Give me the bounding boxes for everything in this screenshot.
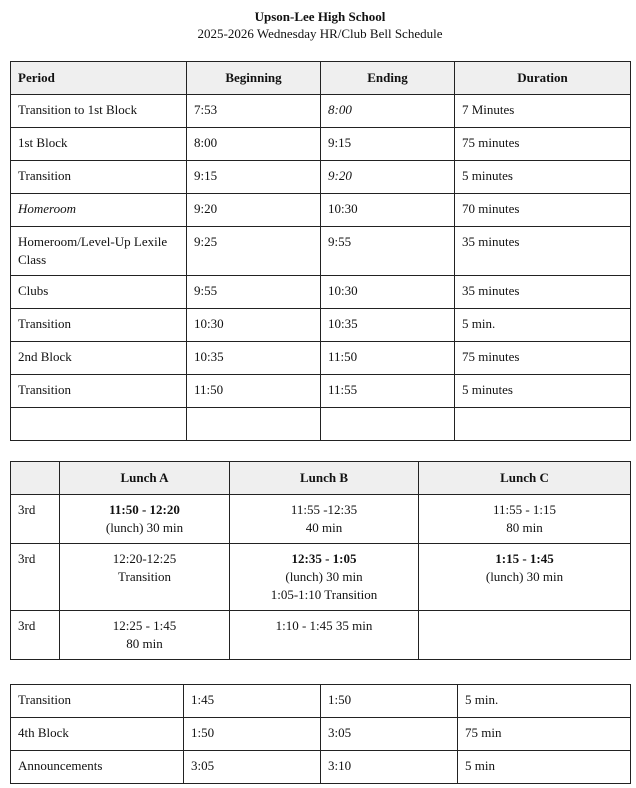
cell-duration: 35 minutes xyxy=(455,227,631,276)
lunch-c-detail: (lunch) 30 min xyxy=(485,569,564,584)
table-row xyxy=(11,309,631,342)
cell-duration: 5 minutes xyxy=(455,161,631,194)
lunch-b-transition: 1:05-1:10 Transition xyxy=(270,587,378,602)
lunch-cell-period: 3rd xyxy=(11,544,60,611)
cell-duration: 75 min xyxy=(458,718,631,751)
cell-ending: 9:55 xyxy=(321,227,455,276)
schedule-subtitle: 2025-2026 Wednesday HR/Club Bell Schedule xyxy=(197,26,443,41)
cell-beginning: 10:30 xyxy=(187,309,321,342)
cell-ending: 11:55 xyxy=(321,375,455,408)
table-row xyxy=(11,128,631,161)
cell-period: Homeroom xyxy=(11,194,187,227)
lunch-cell-a xyxy=(60,611,230,660)
cell-duration: 75 minutes xyxy=(455,128,631,161)
lunch-row xyxy=(11,495,631,544)
col-header-period: Period xyxy=(11,62,187,95)
col-header-duration: Duration xyxy=(455,62,631,95)
table-row xyxy=(11,718,631,751)
lunch-a-detail: Transition xyxy=(118,569,171,584)
table-row xyxy=(11,342,631,375)
cell-beginning: 3:05 xyxy=(184,751,321,784)
cell-period: Transition xyxy=(11,375,187,408)
table-row xyxy=(11,227,631,276)
cell-period: Transition to 1st Block xyxy=(11,95,187,128)
table-row xyxy=(11,194,631,227)
lunch-cell-a xyxy=(60,495,230,544)
end-schedule-table xyxy=(10,684,631,784)
lunch-b-detail: 40 min xyxy=(305,520,343,535)
table-row xyxy=(11,95,631,128)
lunch-cell-period: 3rd xyxy=(11,495,60,544)
main-schedule-table xyxy=(10,61,631,441)
table-row xyxy=(11,375,631,408)
col-header-beginning: Beginning xyxy=(187,62,321,95)
col-header-ending: Ending xyxy=(321,62,455,95)
lunch-c-time: 11:55 - 1:15 xyxy=(492,502,557,517)
cell-beginning: 7:53 xyxy=(187,95,321,128)
lunch-header-row xyxy=(11,462,631,495)
table-row xyxy=(11,276,631,309)
cell-duration: 5 min. xyxy=(458,685,631,718)
cell-duration: 70 minutes xyxy=(455,194,631,227)
cell-period: Transition xyxy=(11,309,187,342)
cell-duration xyxy=(455,408,631,441)
lunch-col-header-a: Lunch A xyxy=(60,462,230,495)
cell-period: Homeroom/Level-Up Lexile Class xyxy=(11,227,187,276)
table-row xyxy=(11,161,631,194)
lunch-row xyxy=(11,544,631,611)
lunch-b-time: 11:55 -12:35 xyxy=(290,502,358,517)
lunch-b-time: 12:35 - 1:05 xyxy=(291,551,357,566)
lunch-cell-a xyxy=(60,544,230,611)
lunch-a-time: 12:20-12:25 xyxy=(112,551,177,566)
lunch-cell-c xyxy=(419,544,631,611)
cell-ending: 9:20 xyxy=(321,161,455,194)
cell-beginning: 9:15 xyxy=(187,161,321,194)
schedule-header xyxy=(0,8,636,43)
cell-ending: 10:35 xyxy=(321,309,455,342)
lunch-col-header-b: Lunch B xyxy=(230,462,419,495)
cell-ending: 3:10 xyxy=(321,751,458,784)
cell-beginning: 8:00 xyxy=(187,128,321,161)
lunch-c-detail: 80 min xyxy=(506,520,543,535)
lunch-cell-period: 3rd xyxy=(11,611,60,660)
lunch-table xyxy=(10,461,631,660)
cell-duration: 75 minutes xyxy=(455,342,631,375)
lunch-cell-c xyxy=(419,611,631,660)
lunch-col-header-period xyxy=(11,462,60,495)
cell-period: Announcements xyxy=(11,751,184,784)
lunch-cell-b xyxy=(230,544,419,611)
lunch-b-time: 1:10 - 1:45 35 min xyxy=(275,618,373,633)
table-row xyxy=(11,751,631,784)
cell-duration: 7 Minutes xyxy=(455,95,631,128)
cell-beginning xyxy=(187,408,321,441)
table-row-empty xyxy=(11,408,631,441)
cell-beginning: 10:35 xyxy=(187,342,321,375)
lunch-a-detail: (lunch) 30 min xyxy=(105,520,184,535)
cell-ending: 10:30 xyxy=(321,276,455,309)
cell-beginning: 11:50 xyxy=(187,375,321,408)
cell-beginning: 1:45 xyxy=(184,685,321,718)
cell-ending xyxy=(321,408,455,441)
cell-duration: 5 minutes xyxy=(455,375,631,408)
cell-duration: 5 min xyxy=(458,751,631,784)
cell-ending: 11:50 xyxy=(321,342,455,375)
cell-period xyxy=(11,408,187,441)
cell-period: Transition xyxy=(11,161,187,194)
lunch-row xyxy=(11,611,631,660)
lunch-cell-b xyxy=(230,495,419,544)
lunch-c-time: 1:15 - 1:45 xyxy=(495,551,554,566)
header-row xyxy=(11,62,631,95)
table-row xyxy=(11,685,631,718)
lunch-b-detail: (lunch) 30 min xyxy=(285,569,363,584)
cell-beginning: 9:55 xyxy=(187,276,321,309)
cell-ending: 3:05 xyxy=(321,718,458,751)
cell-period: 1st Block xyxy=(11,128,187,161)
cell-period: 4th Block xyxy=(11,718,184,751)
cell-period: 2nd Block xyxy=(11,342,187,375)
lunch-cell-c xyxy=(419,495,631,544)
cell-period: Clubs xyxy=(11,276,187,309)
cell-ending: 8:00 xyxy=(321,95,455,128)
lunch-a-detail: 80 min xyxy=(126,636,163,651)
lunch-a-time: 12:25 - 1:45 xyxy=(112,618,177,633)
cell-period: Transition xyxy=(11,685,184,718)
lunch-a-time: 11:50 - 12:20 xyxy=(109,502,180,517)
cell-duration: 35 minutes xyxy=(455,276,631,309)
cell-beginning: 1:50 xyxy=(184,718,321,751)
lunch-col-header-c: Lunch C xyxy=(419,462,631,495)
lunch-cell-b xyxy=(230,611,419,660)
cell-beginning: 9:25 xyxy=(187,227,321,276)
cell-ending: 10:30 xyxy=(321,194,455,227)
cell-ending: 9:15 xyxy=(321,128,455,161)
cell-ending: 1:50 xyxy=(321,685,458,718)
cell-beginning: 9:20 xyxy=(187,194,321,227)
school-title: Upson-Lee High School xyxy=(254,9,386,24)
cell-duration: 5 min. xyxy=(455,309,631,342)
